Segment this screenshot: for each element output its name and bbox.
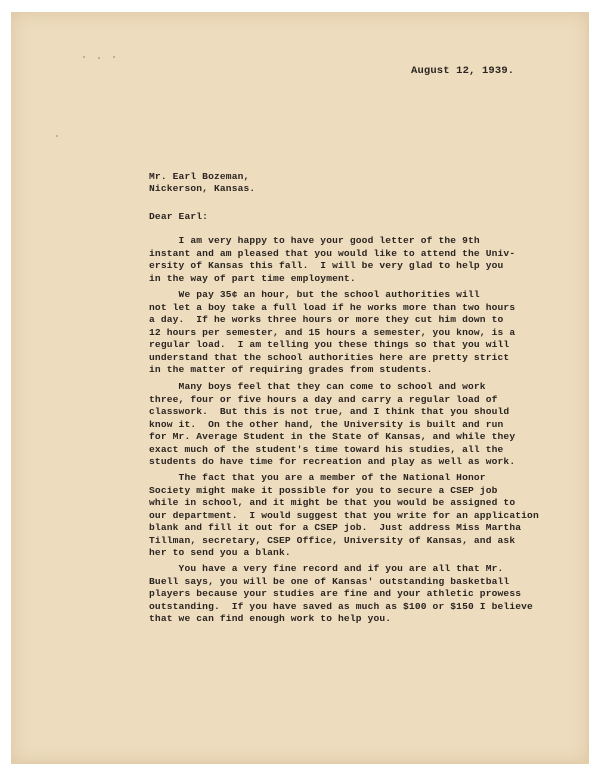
letter-date: August 12, 1939. [411, 65, 515, 77]
body-line: understand that the school authorities here are pretty strict [149, 351, 510, 363]
body-line: her to send you a blank. [149, 547, 291, 558]
body-line: know it. On the other hand, the University is built and run [149, 418, 504, 430]
body-line: instant and am pleased that you would like to attend the Univ- [149, 247, 516, 259]
salutation: Dear Earl: [149, 211, 209, 222]
body-line: that we can find enough work to help you. [149, 613, 392, 624]
paper-speck [98, 57, 100, 59]
body-line: three, four or five hours a day and carry a regular load of [149, 393, 498, 405]
body-line: exact much of the student's time toward his studies, all the [149, 443, 504, 455]
body-line: classwork. But this is not true, and I think that you should [149, 406, 510, 417]
body-line: outstanding. If you have saved as much as $100 or $150 I believe [149, 600, 533, 612]
body-line: You have a very fine record and if you are all that Mr. [149, 563, 504, 574]
body-line: our department. I would suggest that you write for an application [149, 509, 539, 521]
body-line: I am very happy to have your good letter of the 9th [149, 235, 480, 246]
body-line: Buell says, you will be one of Kansas' outstanding basketball [149, 575, 510, 587]
body-line: Tillman, secretary, CSEP Office, University of Kansas, and ask [149, 534, 516, 546]
body-line: students do have time for recreation and play as well as work. [149, 456, 516, 467]
body-line: The fact that you are a member of the National Honor [149, 472, 486, 483]
body-line: for Mr. Average Student in the State of Kansas, and while they [149, 431, 516, 442]
paper-speck [83, 56, 85, 58]
body-line: Many boys feel that they can come to school and work [149, 381, 486, 392]
body-line: while in school, and it might be that you would be assigned to [149, 497, 516, 508]
body-line: not let a boy take a full load if he works more than two hours [149, 301, 516, 313]
paper-speck [113, 56, 115, 58]
body-line: ersity of Kansas this fall. I will be very glad to help you [149, 260, 504, 271]
recipient-name: Mr. Earl Bozeman, [149, 171, 250, 182]
paragraph-5 [149, 563, 533, 626]
body-line: players because your studies are fine and your athletic prowess [149, 588, 522, 599]
body-line: a day. If he works three hours or more they cut him down to [149, 314, 504, 325]
body-line: Society might make it possible for you to secure a CSEP job [149, 484, 498, 496]
body-line: blank and fill it out for a CSEP job. Just address Miss Martha [149, 522, 522, 533]
paragraph-3 [149, 381, 515, 469]
body-line: in the way of part time employment. [149, 272, 356, 284]
paper-speck [56, 135, 58, 137]
paragraph-2 [149, 289, 515, 377]
body-line: 12 hours per semester, and 15 hours a semester, you know, is a [149, 326, 516, 338]
paragraph-4 [149, 472, 539, 560]
recipient-location: Nickerson, Kansas. [149, 183, 256, 194]
body-line: in the matter of requiring grades from students. [149, 364, 433, 375]
body-line: regular load. I am telling you these things so that you will [149, 339, 510, 350]
body-line: We pay 35¢ an hour, but the school authorities will [149, 289, 480, 300]
paragraph-1 [149, 235, 515, 285]
